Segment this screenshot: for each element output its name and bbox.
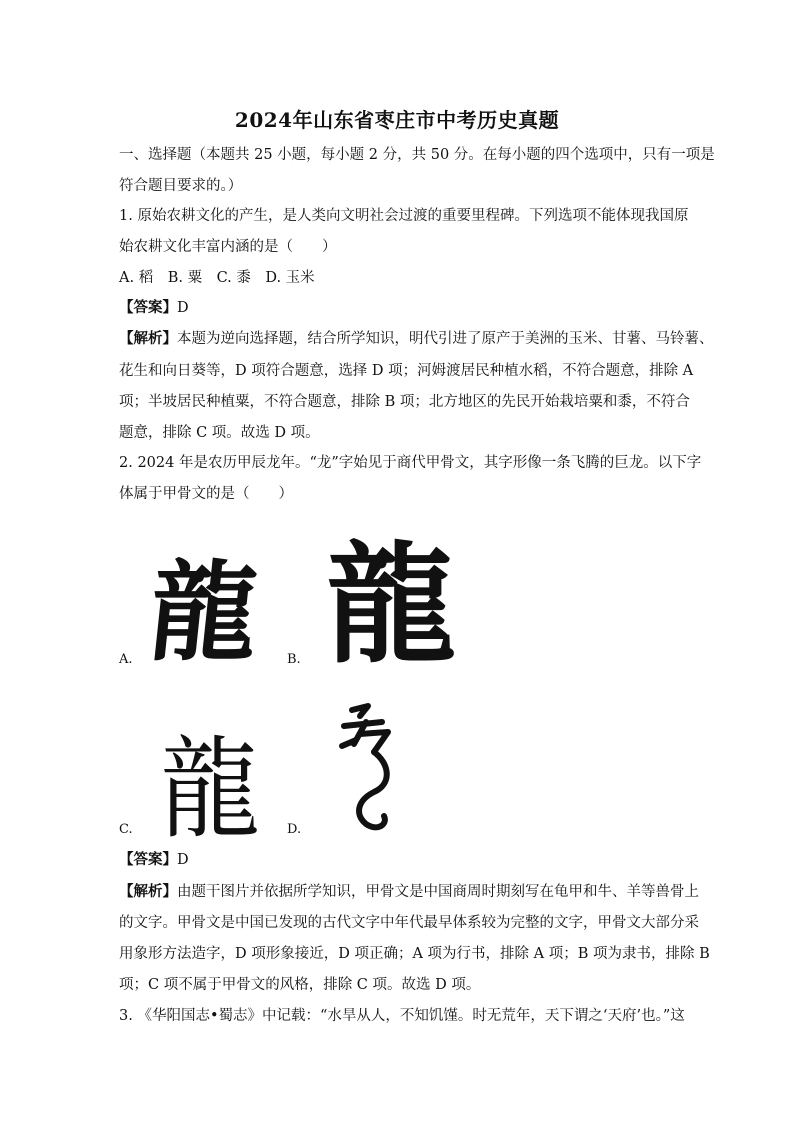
- oracle-dragon-glyph: [330, 700, 410, 840]
- q2-option-c-glyph: 龍: [160, 724, 260, 837]
- q2-option-a-glyph: 龍: [143, 555, 265, 670]
- q2-analysis-line-4: 项；C 项不属于甲骨文的风格，排除 C 项。故选 D 项。: [119, 977, 481, 993]
- answer-tag: 【答案】: [119, 299, 177, 316]
- q1-stem-line-1: 1. 原始农耕文化的产生，是人类向文明社会过渡的重要里程碑。下列选项不能体现我国原: [119, 208, 689, 224]
- q2-analysis-line-1: 【解析】由题干图片并依据所学知识，甲骨文是中国商周时期刻写在龟甲和牛、羊等兽骨上: [119, 883, 699, 900]
- q2-option-b-glyph: 龍: [325, 535, 457, 670]
- q1-analysis-line-2: 花生和向日葵等，D 项符合题意，选择 D 项；河姆渡居民种植水稻，不符合题意，排除 A: [119, 363, 694, 379]
- q2-answer: 【答案】D: [119, 851, 189, 868]
- page-title: 2024年山东省枣庄市中考历史真题: [234, 108, 560, 132]
- q3-stem-line-1: 3. 《华阳国志•蜀志》中记载：“水旱从人，不知饥馑。时无荒年，天下谓之‘天府’也。”这: [119, 1008, 685, 1024]
- q2-option-b-image: [312, 535, 470, 670]
- q2-option-c-label: C.: [119, 822, 133, 837]
- q2-option-d-image: [330, 700, 410, 840]
- q2-option-b-label: B.: [287, 652, 301, 667]
- q1-options: A. 稻 B. 粟 C. 黍 D. 玉米: [119, 270, 315, 286]
- answer-tag: 【解析】: [119, 883, 177, 900]
- section-header-line-1: 一、选择题（本题共 25 小题，每小题 2 分，共 50 分。在每小题的四个选项中，只有一项是: [119, 147, 715, 163]
- q1-analysis-line-1: 【解析】本题为逆向选择题，结合所学知识，明代引进了原产于美洲的玉米、甘薯、马铃薯、: [119, 330, 714, 347]
- answer-tag: 【答案】: [119, 851, 177, 868]
- q1-analysis-line-3: 项；半坡居民种植粟，不符合题意，排除 B 项；北方地区的先民开始栽培粟和黍，不符合: [119, 394, 690, 410]
- q2-option-a-label: A.: [119, 652, 133, 667]
- q1-analysis-line-4: 题意，排除 C 项。故选 D 项。: [119, 425, 320, 441]
- q2-option-d-label: D.: [287, 822, 302, 837]
- q2-option-c-image: [160, 712, 260, 837]
- q1-answer: 【答案】D: [119, 299, 189, 316]
- q2-stem-line-2: 体属于甲骨文的是（ ）: [119, 486, 293, 502]
- q1-stem-line-2: 始农耕文化丰富内涵的是（ ）: [119, 239, 337, 255]
- q2-option-a-image: [140, 555, 280, 670]
- q2-analysis-line-2: 的文字。甲骨文是中国已发现的古代文字中年代最早体系较为完整的文字，甲骨文大部分采: [119, 915, 699, 931]
- section-header-line-2: 符合题目要求的。）: [119, 178, 243, 194]
- q2-analysis-line-3: 用象形方法造字，D 项形象接近，D 项正确；A 项为行书，排除 A 项；B 项为隶书，排除 B: [119, 946, 710, 962]
- q2-stem-line-1: 2. 2024 年是农历甲辰龙年。“龙”字始见于商代甲骨文，其字形像一条飞腾的巨龙。以下字: [119, 455, 702, 471]
- answer-tag: 【解析】: [119, 330, 177, 347]
